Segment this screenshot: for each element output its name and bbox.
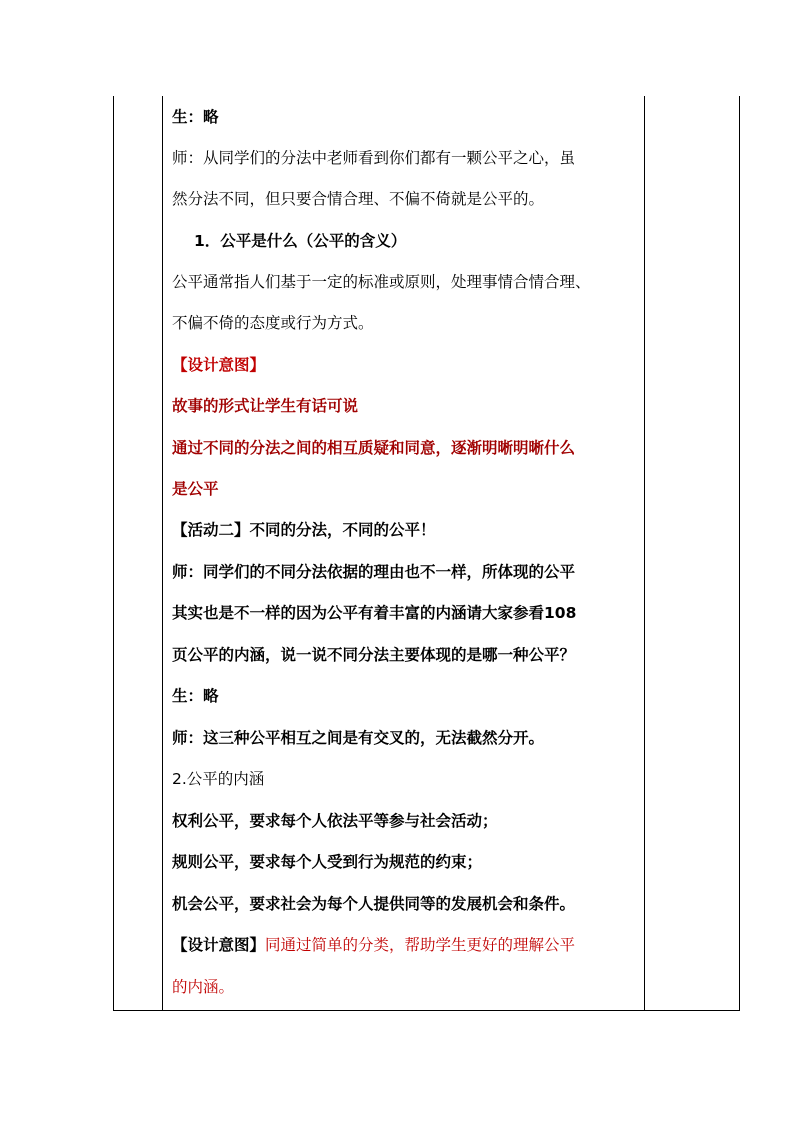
section-heading-2: 2.公平的内涵 bbox=[172, 770, 265, 788]
design-intent-2-text: 同通过简单的分类，帮助学生更好的理解公平 bbox=[265, 936, 576, 954]
table-border-col1 bbox=[162, 96, 163, 1011]
fairness-type-opportunity: 机会公平，要求社会为每个人提供同等的发展机会和条件。 bbox=[172, 895, 576, 913]
teacher-remark-line-2: 然分法不同，但只要合情合理、不偏不倚就是公平的。 bbox=[172, 190, 545, 208]
table-border-bottom bbox=[113, 1010, 740, 1011]
student-response-2: 生：略 bbox=[172, 687, 219, 705]
design-intent-2-line-1 bbox=[172, 935, 575, 955]
student-response-1: 生：略 bbox=[172, 108, 219, 126]
teacher-question-line-3: 页公平的内涵，说一说不同分法主要体现的是哪一种公平？ bbox=[172, 646, 576, 664]
table-border-left bbox=[113, 96, 114, 1011]
design-intent-line-3: 是公平 bbox=[172, 480, 219, 498]
fairness-type-rights: 权利公平，要求每个人依法平等参与社会活动； bbox=[172, 812, 498, 830]
teacher-remark-line-1: 师：从同学们的分法中老师看到你们都有一颗公平之心，虽 bbox=[172, 149, 576, 167]
design-intent-2-line-2: 的内涵。 bbox=[172, 978, 235, 996]
table-border-right bbox=[739, 96, 740, 1011]
table-border-col2 bbox=[644, 96, 645, 1011]
teacher-summary: 师：这三种公平相互之间是有交叉的，无法截然分开。 bbox=[172, 729, 545, 747]
design-intent-heading: 【设计意图】 bbox=[172, 356, 266, 374]
section-heading-1: 1．公平是什么（公平的含义） bbox=[194, 232, 407, 250]
design-intent-line-2: 通过不同的分法之间的相互质疑和同意，逐渐明晰明晰什么 bbox=[172, 439, 576, 457]
activity-two-heading: 【活动二】不同的分法，不同的公平！ bbox=[172, 521, 436, 539]
teacher-question-line-2: 其实也是不一样的因为公平有着丰富的内涵请大家参看108 bbox=[172, 604, 577, 622]
fairness-type-rules: 规则公平，要求每个人受到行为规范的约束； bbox=[172, 853, 483, 871]
teacher-question-line-1: 师：同学们的不同分法依据的理由也不一样，所体现的公平 bbox=[172, 563, 576, 581]
definition-line-1: 公平通常指人们基于一定的标准或原则，处理事情合情合理、 bbox=[172, 273, 591, 291]
definition-line-2: 不偏不倚的态度或行为方式。 bbox=[172, 314, 374, 332]
design-intent-line-1: 故事的形式让学生有话可说 bbox=[172, 397, 359, 415]
design-intent-2-label: 【设计意图】 bbox=[172, 936, 266, 954]
